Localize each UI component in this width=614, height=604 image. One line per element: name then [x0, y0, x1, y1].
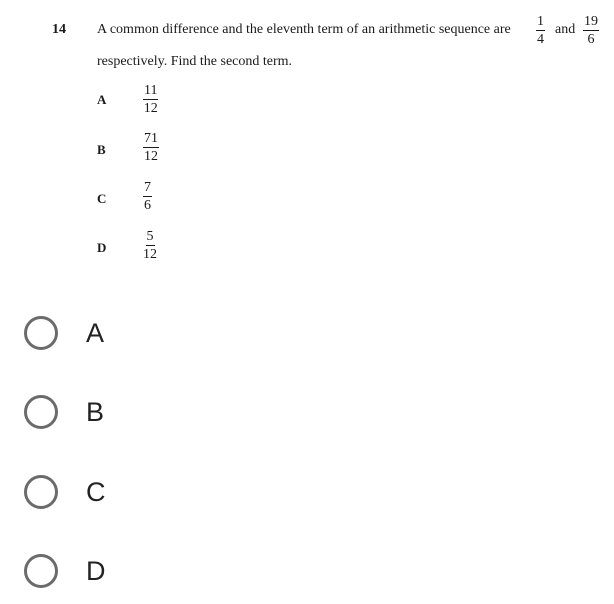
fraction-eleventh-term — [583, 14, 599, 47]
radio-button-c[interactable] — [24, 475, 58, 509]
answer-choice-a[interactable] — [24, 316, 104, 350]
option-fraction-a — [143, 83, 158, 116]
fraction-numerator: 7 — [144, 180, 151, 195]
radio-button-d[interactable] — [24, 554, 58, 588]
answer-label-a[interactable]: A — [86, 317, 105, 348]
option-fraction-c — [143, 180, 152, 213]
answer-choice-b[interactable] — [24, 395, 104, 429]
fraction-denominator: 6 — [587, 32, 595, 47]
answer-label-c[interactable]: C — [86, 476, 106, 507]
option-letter-c: C — [97, 191, 107, 206]
fraction-denominator: 12 — [143, 101, 158, 116]
radio-button-a[interactable] — [24, 316, 58, 350]
fraction-numerator: 19 — [584, 14, 598, 29]
fraction-denominator: 4 — [537, 32, 544, 47]
answer-label-d[interactable]: D — [86, 555, 106, 586]
fraction-denominator: 6 — [144, 198, 151, 213]
question-text-line2: respectively. Find the second term. — [97, 54, 293, 69]
option-fraction-b — [143, 131, 159, 164]
fraction-numerator: 1 — [537, 14, 544, 29]
option-letter-d: D — [97, 240, 107, 255]
option-letter-b: B — [97, 142, 106, 157]
radio-button-b[interactable] — [24, 395, 58, 429]
question-number: 14 — [52, 22, 66, 37]
answer-choice-d[interactable] — [24, 554, 106, 588]
option-letter-a: A — [97, 92, 107, 107]
answer-choice-c[interactable] — [24, 475, 106, 509]
question-text-line1: A common difference and the eleventh term of an arithmetic sequence are — [97, 22, 511, 37]
fraction-denominator: 12 — [144, 149, 158, 164]
fraction-denominator: 12 — [143, 247, 157, 262]
fraction-common-difference — [536, 14, 545, 47]
fraction-numerator: 5 — [146, 229, 154, 244]
answer-label-b[interactable]: B — [86, 396, 105, 427]
fraction-numerator: 71 — [144, 131, 158, 146]
option-fraction-d — [143, 229, 157, 262]
fraction-numerator: 11 — [144, 83, 158, 98]
and-word: and — [555, 22, 576, 37]
